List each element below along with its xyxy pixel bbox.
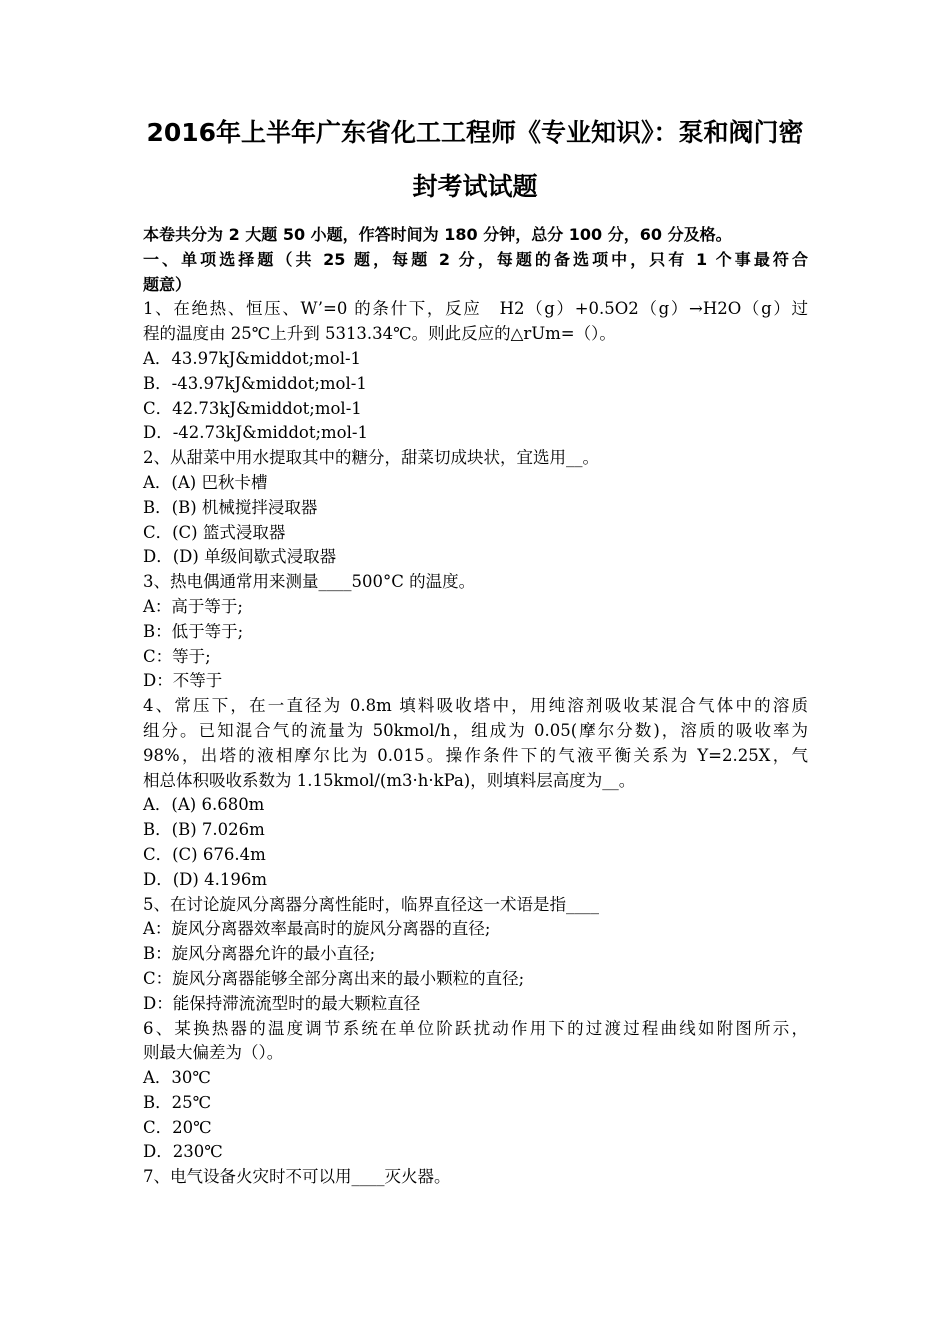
question-3-option-a: A：高于等于; [143,596,243,616]
question-6-option-c: C．20℃ [143,1117,212,1137]
document-body [143,223,808,1190]
question-4-line-3: 98%，出塔的液相摩尔比为 0.015。操作条件下的气液平衡关系为 Y=2.25X，气 [143,745,808,765]
question-1-option-b: B．-43.97kJ&middot;mol-1 [143,373,367,393]
question-4-option-d: D．(D) 4.196m [143,869,267,889]
question-2-text: 2、从甜菜中用水提取其中的糖分，甜菜切成块状，宜选用__。 [143,448,599,468]
question-5-option-d: D：能保持滞流流型时的最大颗粒直径 [143,993,421,1013]
question-2-option-c: C．(C) 篮式浸取器 [143,522,286,542]
question-3-option-c: C：等于; [143,646,211,666]
section-heading-line-2: 题意） [143,274,192,294]
question-3-text: 3、热电偶通常用来测量____500°C 的温度。 [143,572,476,592]
question-6-line-2: 则最大偏差为（）。 [143,1043,284,1063]
question-4-line-2: 组分。已知混合气的流量为 50kmol/h，组成为 0.05(摩尔分数)，溶质的吸收率为 [143,720,808,740]
question-4-option-c: C．(C) 676.4m [143,844,266,864]
question-1-option-d: D．-42.73kJ&middot;mol-1 [143,423,368,443]
question-5-option-c: C：旋风分离器能够全部分离出来的最小颗粒的直径; [143,968,525,988]
question-4-option-a: A．(A) 6.680m [143,795,265,815]
question-6-option-a: A．30℃ [143,1068,211,1088]
question-3-option-b: B：低于等于; [143,621,244,641]
document-title-line-2: 封考试试题 [412,172,538,201]
question-6-line-1: 6、某换热器的温度调节系统在单位阶跃扰动作用下的过渡过程曲线如附图所示， [143,1018,808,1038]
question-1-option-a: A．43.97kJ&middot;mol-1 [143,348,362,368]
document-title-line-1: 2016年上半年广东省化工工程师《专业知识》：泵和阀门密 [146,118,804,147]
question-7-text: 7、电气设备火灾时不可以用____灭火器。 [143,1167,451,1187]
question-1-line-1: 1、在绝热、恒压、W’=0 的条什下，反应 H2（g）+0.5O2（g）→H2O（g）过 [143,299,808,319]
question-6-option-b: B．25℃ [143,1092,212,1112]
question-1-line-2: 程的温度由 25℃上升到 5313.34℃。则此反应的△rUm=（）。 [143,324,616,344]
question-5-option-a: A：旋风分离器效率最高时的旋风分离器的直径; [143,919,491,939]
question-2-option-b: B．(B) 机械搅拌浸取器 [143,497,318,517]
question-4-option-b: B．(B) 7.026m [143,820,265,840]
question-6-option-d: D．230℃ [143,1142,223,1162]
question-2-option-a: A．(A) 巴秋卡槽 [143,472,268,492]
question-4-line-1: 4、常压下，在一直径为 0.8m 填料吸收塔中，用纯溶剂吸收某混合气体中的溶质 [143,696,808,716]
question-1-option-c: C．42.73kJ&middot;mol-1 [143,398,362,418]
question-2-option-d: D．(D) 单级间歇式浸取器 [143,547,337,567]
question-5-text: 5、在讨论旋风分离器分离性能时，临界直径这一术语是指____ [143,894,599,914]
exam-intro: 本卷共分为 2 大题 50 小题，作答时间为 180 分钟，总分 100 分，60 分及格。 [143,225,732,244]
section-heading-line-1: 一、单项选择题（共 25 题，每题 2 分，每题的备选项中，只有 1 个事最符合 [143,249,808,269]
question-3-option-d: D：不等于 [143,671,223,691]
question-4-line-4: 相总体积吸收系数为 1.15kmol/(m3·h·kPa)，则填料层高度为__。 [143,770,636,790]
question-5-option-b: B：旋风分离器允许的最小直径; [143,944,376,964]
